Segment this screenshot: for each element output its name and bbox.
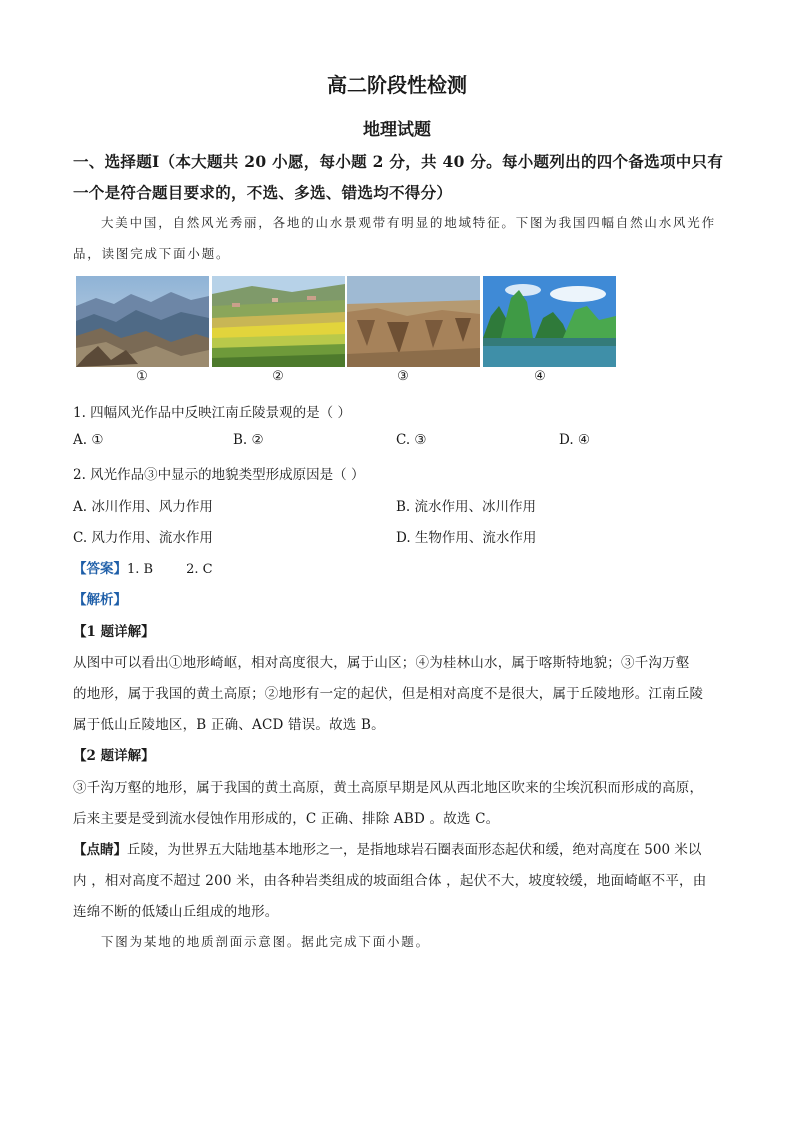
question-2-option-b: B. 流水作用、冰川作用 [396,499,537,515]
page-subtitle: 地理试题 [363,120,431,140]
q2-detail-heading: 【2 题详解】 [73,748,155,764]
note-row [73,838,701,858]
answer-row [73,557,213,577]
q1-detail-line2: 的地形，属于我国的黄土高原；②地形有一定的起伏，但是相对高度不是很大，属于丘陵地形。江南丘陵 [73,686,704,702]
question-1-option-b: B. ② [233,432,264,448]
mountain-landscape-photo [76,276,209,367]
karst-river-photo [483,276,616,367]
question-1-option-a: A. ① [73,432,104,448]
photo-number-3: ③ [397,369,409,384]
intro-line1: 大美中国，自然风光秀丽，各地的山水景观带有明显的地域特征。下图为我国四幅自然山水风光作 [101,215,716,230]
answer-tag: 【答案】 [73,561,127,577]
note-tag: 【点睛】 [73,842,127,858]
analysis-tag: 【解析】 [73,592,127,608]
intro2-line: 下图为某地的地质剖面示意图。据此完成下面小题。 [101,934,430,949]
question-2-option-a: A. 冰川作用、风力作用 [73,499,213,515]
loess-gully-photo [347,276,480,367]
q2-detail-line1: ③千沟万壑的地形，属于我国的黄土高原，黄土高原早期是风从西北地区吹来的尘埃沉积而形成的高原， [73,780,704,796]
q2-detail-line2: 后来主要是受到流水侵蚀作用形成的，C 正确、排除 ABD 。故选 C。 [73,811,500,827]
question-2-option-d: D. 生物作用、流水作用 [396,530,537,546]
q1-detail-heading: 【1 题详解】 [73,624,155,640]
note-line2: 内 ，相对高度不超过 200 米，由各种岩类组成的坡面组合体 ，起伏不大，坡度较缓，地面崎岖不平，由 [73,873,707,889]
question-2-option-c: C. 风力作用、流水作用 [73,530,213,546]
answer-text: 1. B 2. C [127,562,213,577]
photo-number-1: ① [136,369,148,384]
section-heading-line1: 一、选择题Ⅰ（本大题共 20 小愿，每小题 2 分，共 40 分。每小题列出的四个备选项中只有 [73,152,724,171]
page-title: 高二阶段性检测 [327,73,467,97]
section-heading-line2: 一个是符合题目要求的，不选、多选、错选均不得分） [73,183,453,202]
note-line3: 连绵不断的低矮山丘组成的地形。 [73,904,279,920]
question-1-option-c: C. ③ [396,432,427,448]
question-1-stem: 1. 四幅风光作品中反映江南丘陵景观的是（ ） [73,405,351,421]
note-line1: 丘陵，为世界五大陆地基本地形之一，是指地球岩石圈表面形态起伏和缓，绝对高度在 500 米以 [127,842,702,858]
intro-line2: 品，读图完成下面小题。 [73,246,231,261]
terraced-fields-photo [212,276,345,367]
photo-number-2: ② [272,369,284,384]
q1-detail-line1: 从图中可以看出①地形崎岖，相对高度很大，属于山区；④为桂林山水，属于喀斯特地貌；③千沟万壑 [73,655,690,671]
q1-detail-line3: 属于低山丘陵地区，B 正确、ACD 错误。故选 B。 [73,717,385,733]
question-1-option-d: D. ④ [559,432,591,448]
photo-number-4: ④ [534,369,546,384]
question-2-stem: 2. 风光作品③中显示的地貌类型形成原因是（ ） [73,467,365,483]
